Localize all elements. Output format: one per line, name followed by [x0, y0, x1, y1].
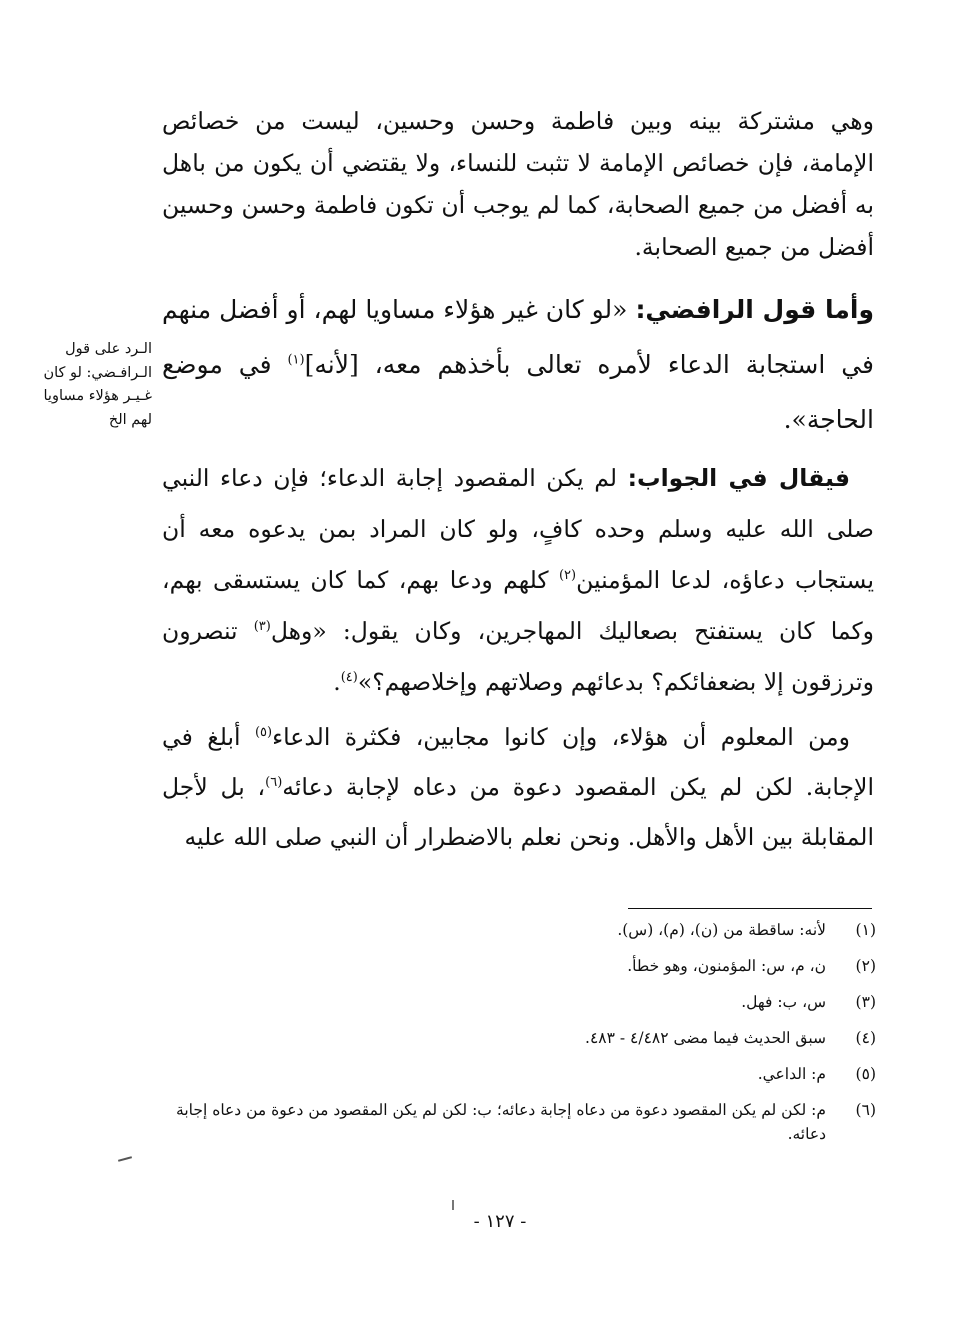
paragraph-1-text: وهي مشتركة بينه وبين فاطمة وحسن وحسين، ليست من خصائص الإمامة، فإن خصائص الإمامة لا تثبت للنساء، ولا يقتضي أن يكون من باهل به أفضل من جميع الصحابة، كما لم يوجب أن تكون فاطمة وحسن وحسين أفضل من جميع الصحابة. — [162, 107, 874, 261]
paragraph-4 — [162, 712, 874, 862]
rafidi-quote-text-b: في موضع الحاجة». — [162, 350, 874, 434]
footnote-5 — [170, 1062, 876, 1086]
answer-text-b: كلهم ودعا بهم، كما كان يستسقى بهم، وكما كان يستفتح بصعاليك المهاجرين، وكان يقول: «وهل — [162, 566, 874, 645]
footnote-text: م: لكن لم يكن المقصود دعوة من دعاه إجابة دعائه؛ ب: لكن لم يكن المقصود من دعوة من دعاه إجابة دعائه. — [176, 1101, 826, 1143]
footnote-ref-2: (٢) — [558, 568, 577, 584]
footnote-number: (٤) — [855, 1029, 876, 1047]
paragraph-4-text-a: ومن المعلوم أن هؤلاء، وإن كانوا مجابين، فكثرة الدعاء — [272, 723, 850, 751]
footnote-number: (٦) — [855, 1101, 876, 1119]
footnote-text: ن، م، س: المؤمنون، وهو خطأ. — [627, 957, 826, 975]
footnote-number: (٢) — [855, 957, 876, 975]
footnote-number: (٥) — [855, 1065, 876, 1083]
footnote-number: (٣) — [855, 993, 876, 1011]
lead-rafidi-statement: وأما قول الرافضي: — [635, 295, 874, 324]
footnote-number: (١) — [855, 921, 876, 939]
footnote-6 — [170, 1098, 876, 1146]
scan-speck — [118, 1156, 132, 1162]
footnote-text: م: الداعي. — [757, 1065, 826, 1083]
page-number: - ١٢٧ - — [473, 1211, 527, 1232]
answer-text-d: . — [333, 668, 341, 696]
footnote-text: لأنه: ساقطة من (ن)، (م)، (س). — [617, 921, 826, 939]
paragraph-4-text-c: ، بل لأجل المقابلة بين الأهل والأهل. ونحن نعلم بالاضطرار أن النبي صلى الله عليه — [162, 773, 874, 851]
paragraph-1 — [162, 100, 874, 268]
rafidi-quote-text-a: «لو كان غير هؤلاء مساويا لهم، أو أفضل منهم في استجابة الدعاء لأمره تعالى بأخذهم معه، [لأنه] — [162, 295, 874, 379]
footnote-divider — [628, 908, 872, 909]
footnote-ref-3: (٣) — [253, 619, 271, 635]
paragraph-rafidi-quote — [162, 282, 874, 447]
footnote-ref-5: (٥) — [254, 725, 273, 741]
answer-text-a: لم يكن المقصود إجابة الدعاء؛ فإن دعاء النبي صلى الله عليه وسلم وحده كافٍ، ولو كان المراد بمن يدعوه معه أن يستجاب دعاؤه، لدعا المؤمنين — [162, 464, 874, 594]
paragraph-answer — [162, 453, 874, 708]
margin-note: الـرد على قول الـرافـضي: لو كان غـيـر هؤلاء مساويا لهم الخ — [43, 341, 152, 428]
footnote-ref-4: (٤) — [340, 670, 358, 686]
footnote-4 — [170, 1026, 876, 1050]
footnote-text: س، ب: فهل. — [741, 993, 826, 1011]
footnote-ref-6: (٦) — [265, 775, 283, 791]
answer-text-c: تنصرون وترزقون إلا بضعفائكم؟ بدعائهم وصلاتهم وإخلاصهم؟» — [162, 617, 874, 696]
footnote-2 — [170, 954, 876, 978]
lead-answer: فيقال في الجواب: — [627, 464, 850, 492]
footnote-text: سبق الحديث فيما مضى ٤/٤٨٢ - ٤٨٣. — [585, 1029, 826, 1047]
main-text — [162, 100, 874, 862]
footnote-ref-1: (١) — [287, 352, 305, 368]
paragraph-4-text-b: أبلغ في الإجابة. لكن لم يكن المقصود دعوة من دعاه لإجابة دعائه — [162, 723, 874, 801]
footnote-1 — [170, 918, 876, 942]
footnote-3 — [170, 990, 876, 1014]
footnotes-list — [170, 918, 876, 1146]
